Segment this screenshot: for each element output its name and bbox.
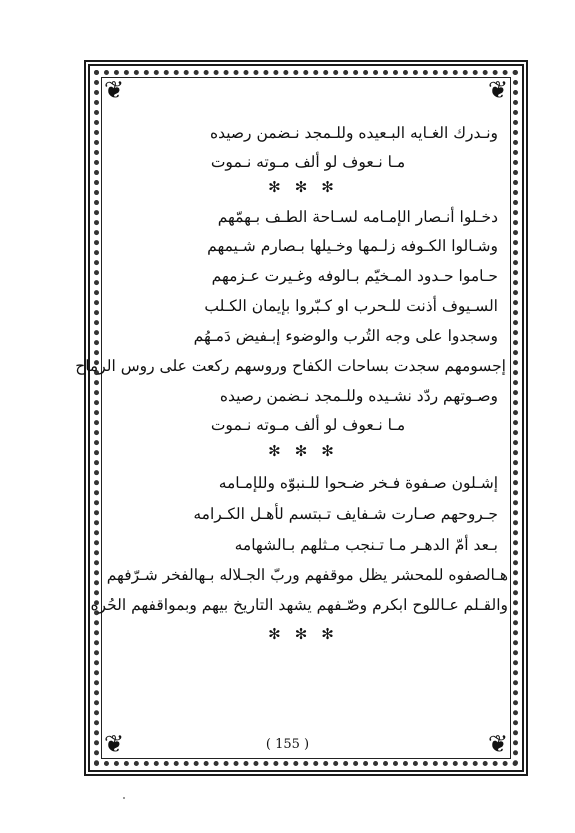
scan-speck: [123, 797, 125, 799]
verse-line: دخـلوا أنـصار الإمـامه لسـاحة الطـف بـهمّهم: [217, 208, 498, 226]
verse-line: إشـلون صـفوة فـخر ضـحوا للـنبوّه وللإمـامه: [218, 474, 498, 492]
corner-ornament-icon: ❦: [487, 76, 509, 104]
asterisk-icon: ✻: [321, 178, 348, 196]
asterisk-icon: ✻: [268, 442, 295, 460]
asterisk-icon: ✻: [321, 442, 348, 460]
asterisk-icon: ✻: [268, 625, 295, 643]
corner-ornament-icon: ❦: [103, 76, 125, 104]
asterisk-icon: ✻: [268, 178, 295, 196]
corner-ornament-icon: ❦: [487, 730, 509, 758]
verse-line: جـروحهم صـارت شـفايف تـبتسم لأهـل الكـرامه: [193, 505, 498, 523]
asterisk-icon: ✻: [294, 178, 322, 196]
verse-line: وصـوتهم ردّد نشـيده وللـمجد نـضمن رصيده: [219, 387, 498, 405]
section-divider: [118, 442, 498, 460]
verse-line: السـيوف أذنت للـحرب او كـبّروا بإيمان الكـلب: [204, 297, 498, 315]
asterisk-icon: ✻: [294, 442, 322, 460]
verse-line: والقـلم عـاللوح ابكرم وصّـفهم يشهد التاريخ بيهم وبمواقفهم الحُره: [90, 596, 508, 614]
verse-line: وشـالوا الكـوفه زلـمها وخـيلها بـصارم شـيمهم: [207, 237, 498, 255]
verse-line: إجسومهم سجدت بساحات الكفاح وروسهم ركعت على روس الرماح: [75, 357, 506, 375]
verse-line: وسجدوا على وجه التُرب والوضوء إبـفيض دَمـهُم: [193, 327, 498, 345]
section-divider: [118, 178, 498, 196]
verse-line: بـعد أمّ الدهـر مـا تـنجب مـثلهم بـالشهامه: [234, 536, 498, 554]
verse-line: هـالصفوه للمحشر يظل موقفهم وربّ الجـلاله بـهالفخر شـرّفهم: [106, 566, 508, 584]
refrain-line: مـا نـعوف لو ألف مـوته نـموت: [210, 153, 406, 171]
verse-line: حـاموا حـدود المـخيّم بـالوفه وغـيرت عـزمهم: [211, 267, 498, 285]
page-number: ( 155 ): [265, 737, 310, 752]
asterisk-icon: ✻: [321, 625, 348, 643]
corner-ornament-icon: ❦: [103, 730, 125, 758]
verse-line: ونـدرك الغـايه البـعيده وللـمجد نـضمن رصيده: [209, 124, 498, 142]
asterisk-icon: ✻: [294, 625, 322, 643]
refrain-line: مـا نـعوف لو ألف مـوته نـموت: [210, 416, 406, 434]
section-divider: [118, 625, 498, 643]
